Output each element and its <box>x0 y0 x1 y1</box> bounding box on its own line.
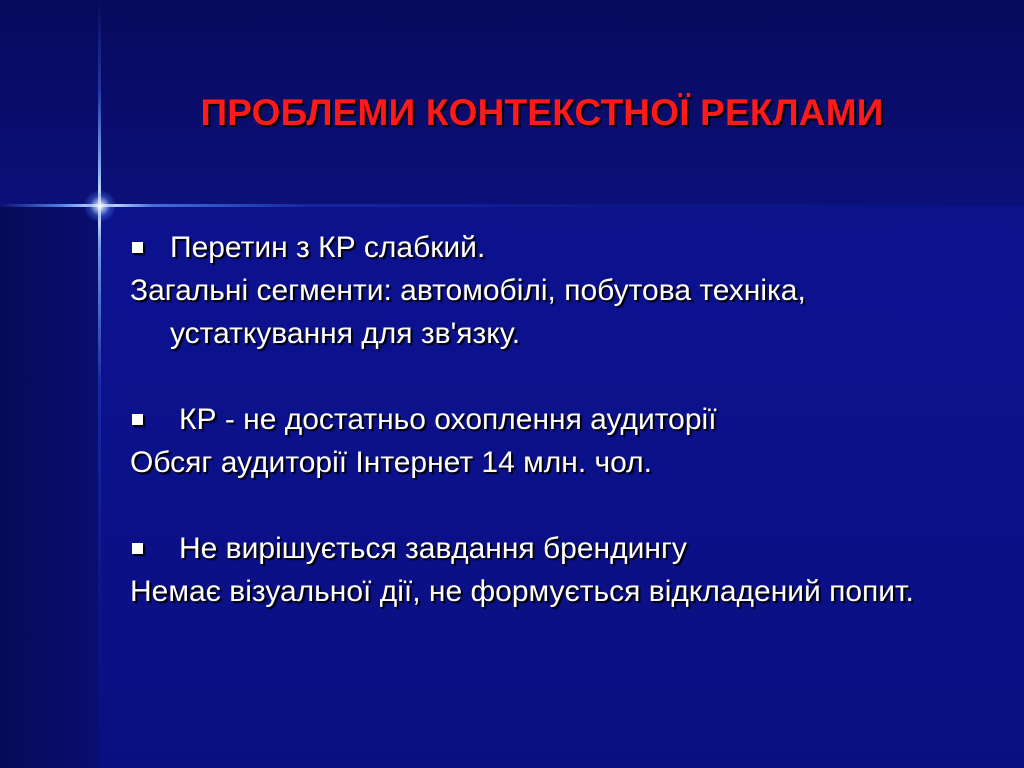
square-bullet-icon <box>132 414 143 425</box>
lens-flare-icon <box>84 190 116 222</box>
detail-text-1: Загальні сегменти: автомобілі, побутова техніка, устаткування для зв'язку. <box>130 274 806 350</box>
spacer <box>130 484 990 527</box>
spacer <box>130 355 990 398</box>
bullet-text: Перетин з КР слабкий. <box>170 231 486 264</box>
bullet-text: Не вирішується завдання брендингу <box>179 532 687 565</box>
detail-text-3: Немає візуальної дії, не формується відкладений попит. <box>130 575 914 608</box>
detail-text-2: Обсяг аудиторії Інтернет 14 млн. чол. <box>130 446 652 479</box>
bullet-item-1 <box>130 226 990 269</box>
square-bullet-icon <box>132 543 143 554</box>
slide-title: ПРОБЛЕМИ КОНТЕКСТНОЇ РЕКЛАМИ <box>200 92 884 133</box>
bullet-text: КР - не достатньо охоплення аудиторії <box>179 403 717 436</box>
square-bullet-icon <box>132 242 143 253</box>
bullet-item-3 <box>130 527 990 570</box>
slide-body <box>130 226 990 613</box>
bullet-item-2 <box>130 398 990 441</box>
left-band <box>0 206 100 768</box>
flare-horizontal-line <box>0 204 1024 207</box>
